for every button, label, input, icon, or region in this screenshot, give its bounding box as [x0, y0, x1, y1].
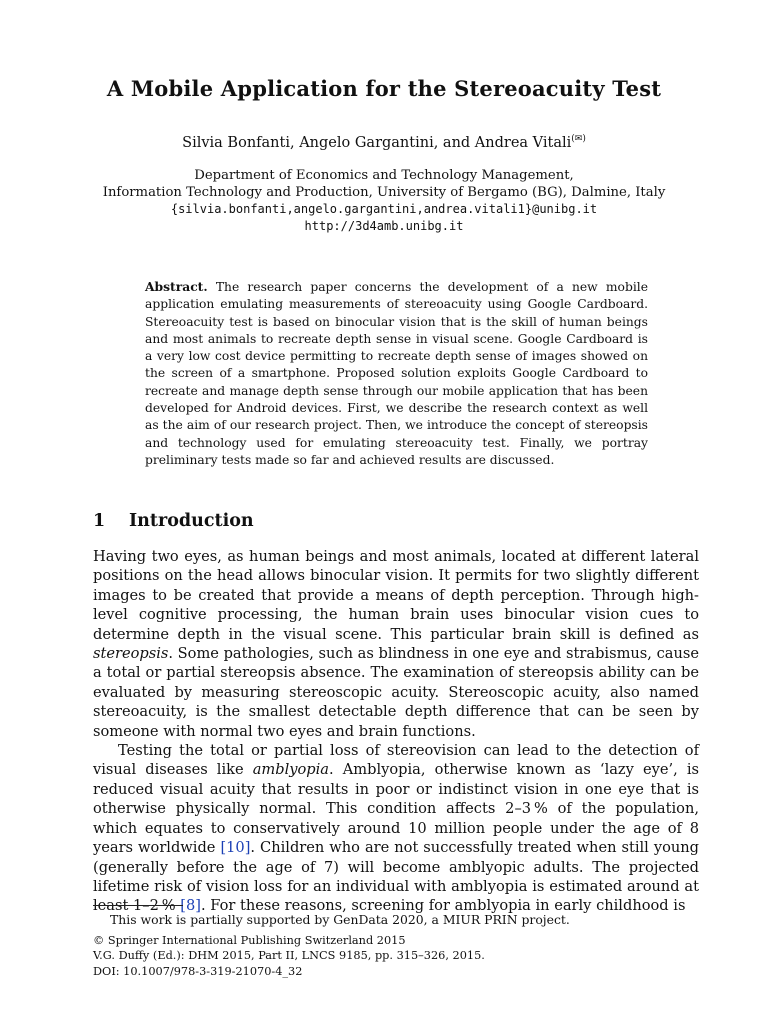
citation-line: V.G. Duffy (Ed.): DHM 2015, Part II, LNCS 9185, pp. 315–326, 2015.	[93, 949, 485, 963]
abstract-text: The research paper concerns the development of a new mobile application emulating measurements of stereoacuity using Google Cardboard. Stereoacuity test is based on binocular vision that is the skill of human beings and most animals to recreate depth sense in visual scene. Google Cardboard is a very low cost device permitting to recreate depth sense of images showed on the screen of a smartphone. Proposed solution exploits Google Cardboard to recreate and manage depth sense through our mobile application that has been developed for Android devices. First, we describe the research context as well as the aim of our research project. Then, we introduce the concept of stereopsis and technology used for emulating stereoacuity test. Finally, we portray preliminary tests made so far and achieved results are discussed.	[145, 280, 648, 467]
affiliation-line-2: Information Technology and Production, University of Bergamo (BG), Dalmine, Italy	[102, 185, 666, 200]
para2-text-a: Testing the total or partial loss of stereovision can lead to the detection of visual diseases like	[93, 742, 699, 779]
affiliation-block	[0, 167, 768, 235]
affiliation-line-1: Department of Economics and Technology Management,	[194, 168, 574, 183]
author-emails[interactable]: {silvia.bonfanti,angelo.gargantini,andrea.vitali1}@unibg.it	[170, 202, 598, 216]
corresponding-author-mark: (✉)	[571, 134, 586, 144]
para2-text-c: . Children who are not successfully treated when still young (generally before the age of 7) will become amblyopic adults. The projected lifetime risk of vision loss for an individual with amblyopia is estimated around at least 1–2 %	[93, 839, 699, 915]
section-number: 1	[93, 511, 106, 531]
abstract	[145, 278, 648, 469]
section-heading	[93, 511, 254, 531]
abstract-label: Abstract.	[145, 279, 208, 294]
footnote-divider	[93, 905, 183, 906]
project-url[interactable]: http://3d4amb.unibg.it	[304, 219, 464, 233]
para1-text-b: . Some pathologies, such as blindness in one eye and strabismus, cause a total or partial stereopsis absence. The examination of stereopsis ability can be evaluated by measuring stereoscopic acuity. Stereoscopic acuity, also named stereoacuity, is the smallest detectable depth difference that can be seen by someone with normal two eyes and brain functions.	[93, 645, 699, 740]
doi-line[interactable]: DOI: 10.1007/978-3-319-21070-4_32	[93, 964, 303, 978]
citation-link[interactable]: [10]	[220, 839, 251, 857]
copyright-block	[93, 933, 485, 979]
author-line	[0, 134, 768, 151]
paper-title: A Mobile Application for the Stereoacuity Test	[106, 76, 662, 101]
introduction-body	[93, 547, 699, 916]
intro-paragraph-1	[93, 547, 699, 741]
intro-paragraph-2	[93, 741, 699, 916]
copyright-line: © Springer International Publishing Switzerland 2015	[93, 934, 406, 947]
funding-footnote: This work is partially supported by GenData 2020, a MIUR PRIN project.	[110, 912, 570, 927]
para1-emphasis: stereopsis	[93, 645, 169, 663]
para1-text-a: Having two eyes, as human beings and most animals, located at different lateral positions on the head allows binocular vision. It permits for two slightly different images to be created that provide a means of depth perception. Through high-level cognitive processing, the human brain uses binocular vision cues to determine depth in the visual scene. This particular brain skill is defined as	[93, 548, 699, 643]
para2-text-d: . For these reasons, screening for amblyopia in early childhood is	[200, 897, 686, 915]
para2-emphasis: amblyopia	[252, 761, 330, 779]
para2-text-b: . Amblyopia, otherwise known as ‘lazy eye’, is reduced visual acuity that results in poor or indistinct vision in one eye that is otherwise physically normal. This condition affects 2–3 % of the population, which equates to conservatively around 10 million people under the age of 8 years worldwide	[93, 761, 700, 857]
citation-link[interactable]: [8]	[180, 897, 201, 915]
section-title: Introduction	[129, 511, 254, 531]
author-names: Silvia Bonfanti, Angelo Gargantini, and Andrea Vitali	[182, 134, 572, 151]
